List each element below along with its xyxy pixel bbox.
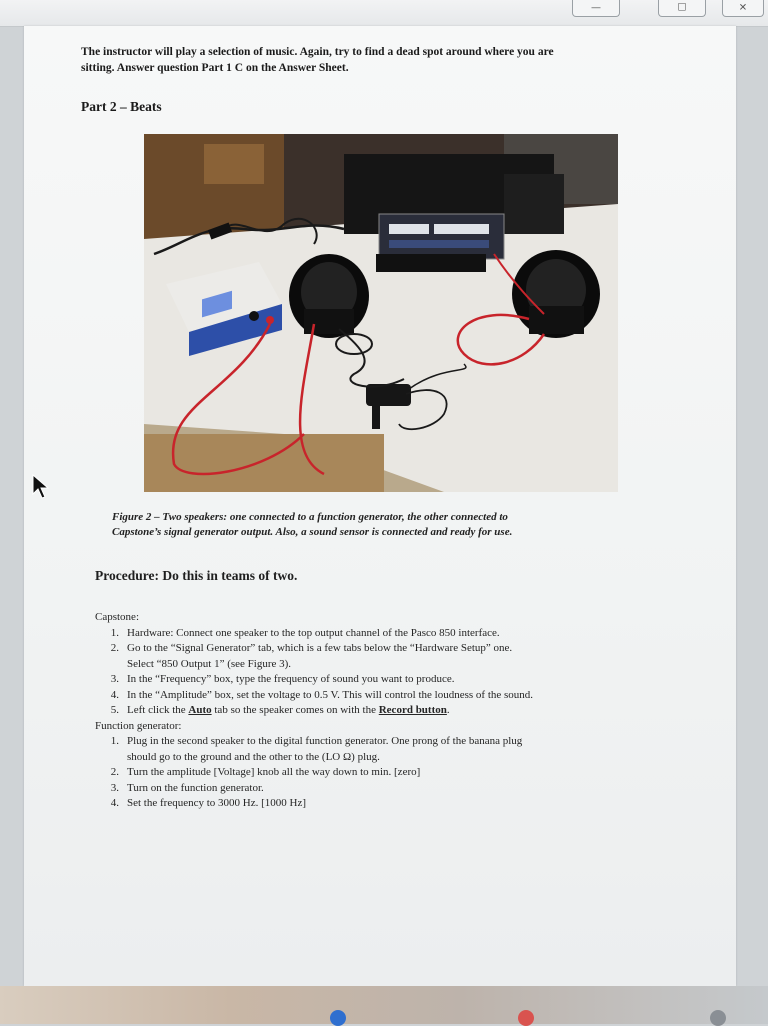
minimize-icon: —	[591, 2, 601, 14]
function-step	[95, 765, 695, 781]
procedure-heading: Procedure: Do this in teams of two.	[95, 568, 298, 583]
capstone-step-5	[95, 703, 695, 719]
step-text: Set the frequency to 3000 Hz. [1000 Hz]	[127, 797, 307, 809]
step-number: 4.	[110, 688, 119, 701]
record-button-label: Record button	[378, 704, 447, 716]
step-text: Plug in the second speaker to the digital function generator. One prong of the banana plug	[127, 735, 523, 747]
step-text: Select “850 Output 1” (see Figure 3).	[127, 657, 292, 670]
step5-mid: tab so the speaker comes on with the	[211, 704, 379, 716]
capstone-step	[95, 672, 695, 688]
window-titlebar	[0, 0, 768, 27]
caption-line-1: Figure 2 – Two speakers: one connected to a function generator, the other connected to	[112, 511, 508, 523]
mouse-cursor-icon	[32, 474, 50, 500]
function-step	[95, 734, 695, 750]
figure-2-photo	[144, 134, 618, 492]
function-step	[95, 781, 695, 797]
caption-line-2: Capstone’s signal generator output. Also, a sound sensor is connected and ready for use.	[112, 526, 513, 538]
figure-2-caption	[112, 510, 672, 540]
auto-tab-label: Auto	[188, 704, 212, 716]
procedure-steps	[95, 610, 695, 812]
capstone-steps-list	[95, 626, 695, 704]
step-number: 2.	[110, 642, 119, 654]
intro-line-1: The instructor will play a selection of music. Again, try to find a dead spot around where you are	[81, 46, 554, 58]
maximize-button[interactable]	[658, 0, 706, 17]
function-step	[95, 796, 695, 812]
taskbar	[0, 986, 768, 1024]
part2-heading: Part 2 – Beats	[81, 99, 162, 114]
capstone-step	[95, 641, 695, 657]
step-number: 5.	[110, 704, 119, 716]
close-button[interactable]	[722, 0, 764, 17]
step-number: 3.	[110, 673, 119, 685]
capstone-label: Capstone:	[95, 611, 139, 623]
document-page	[24, 26, 736, 986]
step-number: 1.	[110, 626, 119, 639]
function-step	[95, 750, 695, 766]
minimize-button[interactable]	[572, 0, 620, 17]
function-steps-list	[95, 734, 695, 812]
step5-post: .	[446, 704, 450, 716]
speaker-setup-photo	[144, 134, 618, 492]
function-generator-label: Function generator:	[95, 719, 182, 732]
step-text: In the “Frequency” box, type the frequency of sound you want to produce.	[127, 673, 455, 685]
step5-pre: Left click the	[127, 704, 189, 716]
intro-paragraph	[81, 44, 681, 76]
step-text: Turn the amplitude [Voltage] knob all the way down to min. [zero]	[127, 766, 421, 778]
step-text: Hardware: Connect one speaker to the top output channel of the Pasco 850 interface.	[127, 626, 500, 639]
maximize-icon: ☐	[677, 2, 687, 14]
capstone-step	[95, 657, 695, 673]
step-number: 1.	[110, 735, 119, 747]
step-number: 2.	[110, 766, 119, 778]
step-number: 4.	[110, 797, 119, 809]
intro-line-2: sitting. Answer question Part 1 C on the Answer Sheet.	[81, 62, 349, 74]
capstone-step	[95, 688, 695, 704]
step-text: Go to the “Signal Generator” tab, which is a few tabs below the “Hardware Setup” one.	[127, 642, 513, 654]
step-text: Turn on the function generator.	[127, 781, 264, 794]
capstone-step	[95, 626, 695, 642]
step-number: 3.	[110, 781, 119, 794]
step-text: In the “Amplitude” box, set the voltage to 0.5 V. This will control the loudness of the sound.	[127, 688, 534, 701]
step-text: should go to the ground and the other to the (LO Ω) plug.	[127, 750, 380, 763]
close-icon: ✕	[738, 2, 748, 14]
